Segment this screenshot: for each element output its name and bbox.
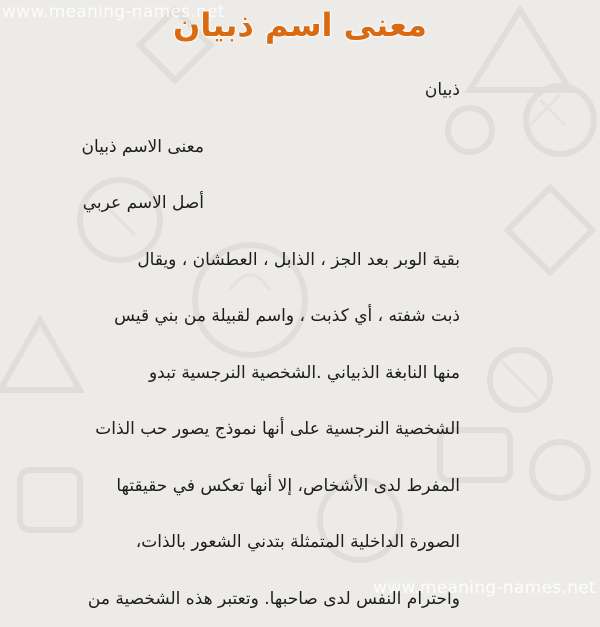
page-title: معنى اسم ذبيان — [173, 4, 427, 46]
article-body — [30, 62, 460, 627]
watermark-top: www.meaning-names.net — [2, 2, 225, 22]
body-line: واحترام النفس لدى صاحبها. وتعتبر هذه الشخصية من — [30, 571, 460, 627]
body-line: الصورة الداخلية المتمثلة بتدني الشعور بالذات، — [30, 514, 460, 571]
body-line: ذبت شفته ، أي كذبت ، واسم لقبيلة من بني قيس — [30, 288, 460, 345]
body-line: المفرط لدى الأشخاص، إلا أنها تعكس في حقيقتها — [30, 458, 460, 515]
body-line: منها النابغة الذبياني .الشخصية النرجسية تبدو — [30, 345, 460, 402]
title-container — [0, 4, 600, 46]
body-line: بقية الوبر بعد الجز ، الذابل ، العطشان ، ويقال — [30, 232, 460, 289]
body-line: أصل الاسم عربي — [30, 175, 460, 232]
body-line: ذبيان — [30, 62, 460, 119]
watermark-bottom: www.meaning-names.net — [373, 578, 596, 598]
body-line: معنى الاسم ذبيان — [30, 119, 460, 176]
body-line: الشخصية النرجسية على أنها نموذج يصور حب الذات — [30, 401, 460, 458]
